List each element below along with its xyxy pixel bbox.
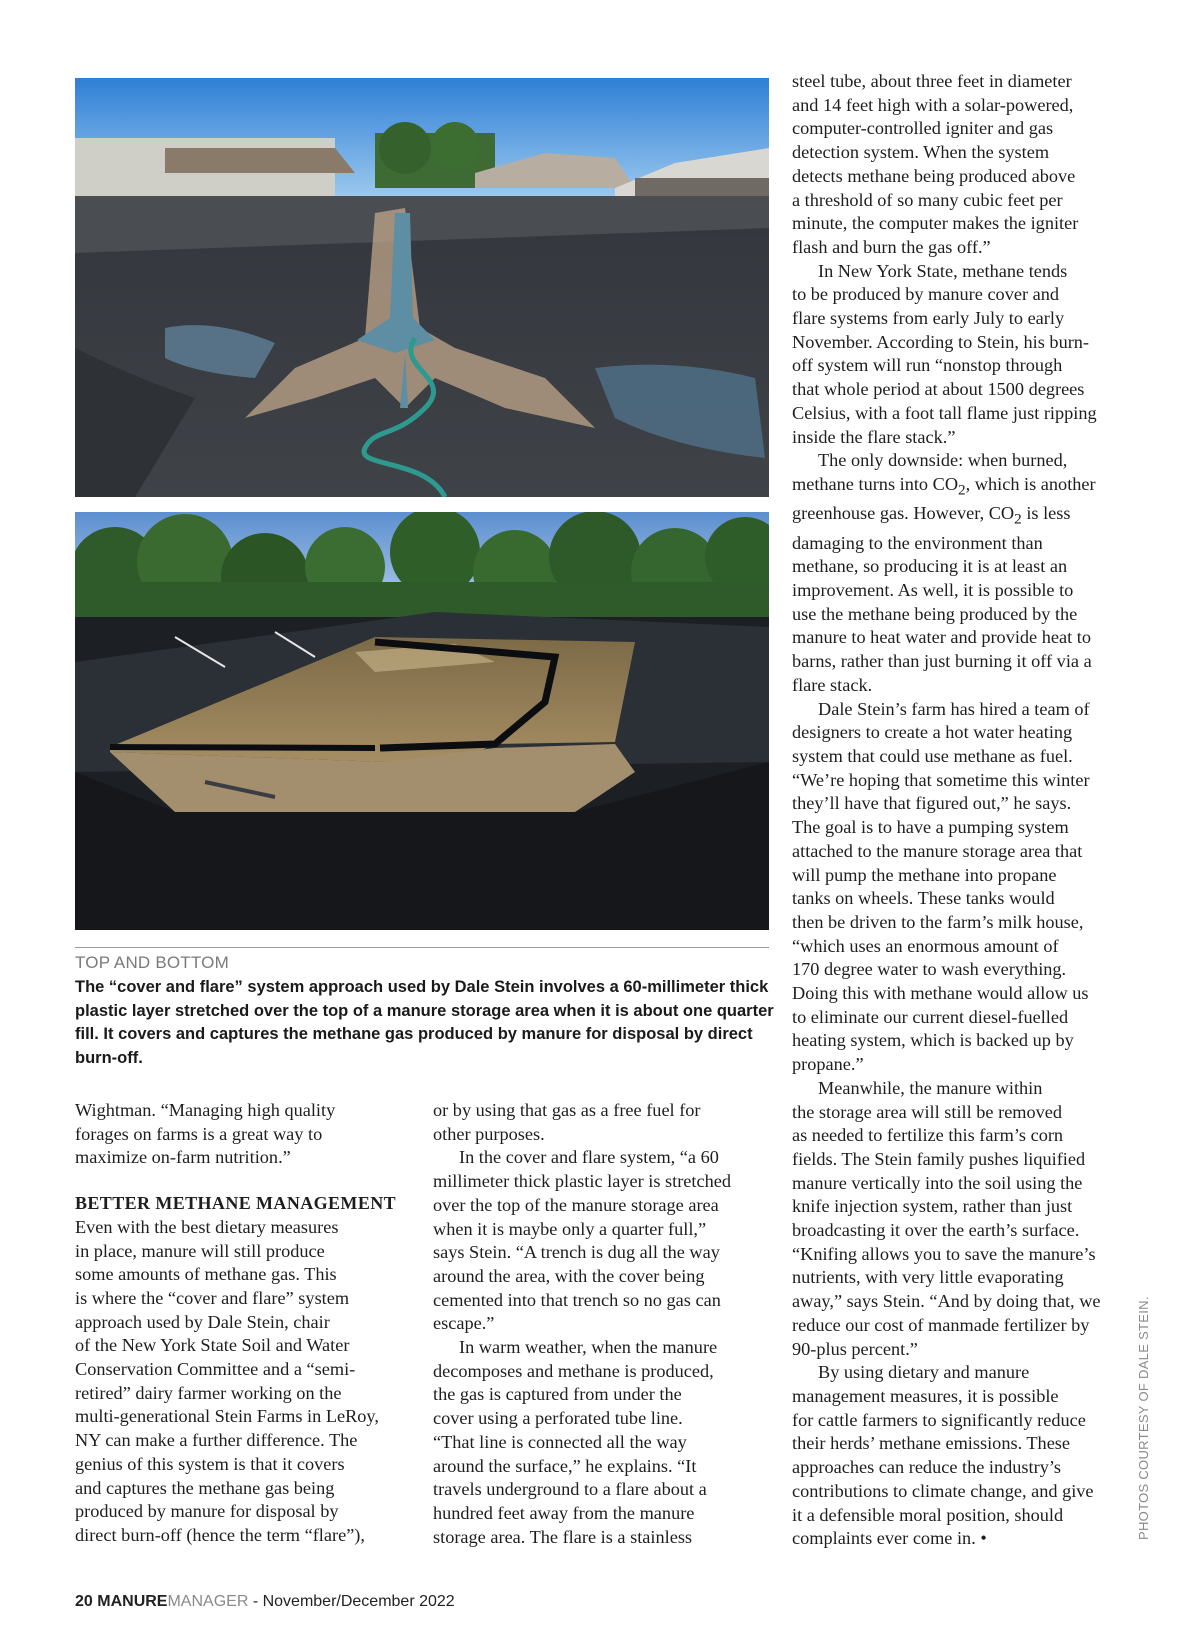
section-subhead: BETTER METHANE MANAGEMENT	[75, 1193, 397, 1214]
text-line: or by using that gas as a free fuel for	[433, 1100, 701, 1120]
text-line: produced by manure for disposal by	[75, 1501, 339, 1522]
caption-kicker: TOP AND BOTTOM	[75, 953, 229, 972]
column-middle	[433, 1099, 773, 1549]
top-photo	[75, 78, 769, 497]
magazine-name-light: MANAGER	[167, 1593, 249, 1610]
text-line: Conservation Committee and a “semi-	[75, 1359, 356, 1380]
text-line: some amounts of methane gas. This	[75, 1264, 337, 1285]
text-line: approach used by Dale Stein, chair	[75, 1311, 330, 1332]
paragraph	[792, 70, 1130, 260]
text-line: escape.”	[433, 1313, 495, 1334]
text-line: as needed to fertilize this farm’s corn	[792, 1125, 1064, 1146]
text-line: manure vertically into the soil using the	[792, 1172, 1083, 1193]
text-line: millimeter thick plastic layer is stretched	[433, 1171, 731, 1192]
text-line: The goal is to have a pumping system	[792, 817, 1069, 838]
text-line: says Stein. “A trench is dug all the way	[433, 1242, 720, 1263]
issue-date: - November/December 2022	[252, 1593, 455, 1610]
text-line: use the methane being produced by the	[792, 603, 1078, 624]
text-line: and 14 feet high with a solar-powered,	[792, 94, 1074, 115]
text-line: travels underground to a flare about a	[433, 1479, 707, 1500]
text-line: The only downside: when burned,	[818, 450, 1068, 471]
text-line: is where the “cover and flare” system	[75, 1287, 350, 1308]
text-line: flash and burn the gas off.”	[792, 236, 991, 257]
column-right	[792, 70, 1130, 1551]
text-line: minute, the computer makes the igniter	[792, 213, 1079, 234]
text-line: other purposes.	[433, 1123, 545, 1144]
text-line: will pump the methane into propane	[792, 864, 1057, 885]
text-line: retired” dairy farmer working on the	[75, 1382, 342, 1403]
text-line: flare stack.	[792, 674, 873, 695]
text-line: maximize on-farm nutrition.”	[75, 1147, 291, 1168]
paragraph	[433, 1099, 773, 1146]
text-line: NY can make a further difference. The	[75, 1430, 358, 1451]
text-line: In warm weather, when the manure	[459, 1337, 718, 1358]
text-line: that whole period at about 1500 degrees	[792, 379, 1085, 400]
text-line: broadcasting it over the earth’s surface.	[792, 1220, 1080, 1241]
bottom-photo	[75, 512, 769, 930]
paragraph	[792, 698, 1130, 1077]
text-line: detection system. When the system	[792, 142, 1050, 163]
text-line: around the area, with the cover being	[433, 1265, 705, 1286]
paragraph	[433, 1146, 773, 1336]
text-line: attached to the manure storage area that	[792, 840, 1083, 861]
paragraph	[75, 1216, 415, 1548]
text-line: cemented into that trench so no gas can	[433, 1289, 721, 1310]
text-line: propane.”	[792, 1054, 864, 1075]
text-line: and captures the methane gas being	[75, 1477, 335, 1498]
page-footer	[75, 1593, 455, 1611]
text-line: manure to heat water and provide heat to	[792, 627, 1091, 648]
text-line: “That line is connected all the way	[433, 1431, 687, 1452]
page-number: 20	[75, 1593, 93, 1610]
text-line: computer-controlled igniter and gas	[792, 118, 1054, 139]
text-line: barns, rather than just burning it off via a	[792, 651, 1092, 672]
subscript: 2	[958, 481, 966, 499]
text-line: steel tube, about three feet in diameter	[792, 71, 1072, 91]
text-line: greenhouse gas. However, $CO_2$ is less	[792, 503, 1071, 528]
text-line: contributions to climate change, and give	[792, 1480, 1094, 1501]
text-line: “Knifing allows you to save the manure’s	[792, 1243, 1096, 1264]
text-line: heating system, which is backed up by	[792, 1030, 1074, 1051]
open-lagoon-illustration	[75, 512, 769, 930]
text-line: methane turns into $CO_2$, which is another	[792, 473, 1096, 499]
text-line: the gas is captured from under the	[433, 1384, 682, 1405]
text-line: fields. The Stein family pushes liquified	[792, 1148, 1086, 1169]
text-line: direct burn-off (hence the term “flare”),	[75, 1524, 365, 1545]
text-line: damaging to the environment than	[792, 532, 1043, 553]
paragraph	[75, 1099, 415, 1170]
text-line: to be produced by manure cover and	[792, 284, 1060, 305]
text-line: for cattle farmers to significantly reduce	[792, 1409, 1086, 1430]
text-line: hundred feet away from the manure	[433, 1502, 695, 1523]
text-line: “We’re hoping that sometime this winter	[792, 769, 1090, 790]
photo-caption: The “cover and flare” system approach used by Dale Stein involves a 60-millimeter thick plastic layer stretched over the top of a manure storage area when it is about one quarter fill. It covers and captures the methane gas produced by manure for disposal by direct burn-off.	[75, 978, 774, 1067]
text-line: In New York State, methane tends	[818, 260, 1068, 281]
column-left	[75, 1099, 415, 1548]
text-line: In the cover and flare system, “a 60	[459, 1147, 719, 1168]
paragraph	[792, 449, 1130, 697]
subscript: 2	[1014, 510, 1022, 528]
text-line: designers to create a hot water heating	[792, 722, 1073, 743]
paragraph	[792, 1077, 1130, 1361]
text-line: Even with the best dietary measures	[75, 1216, 339, 1237]
text-line: improvement. As well, it is possible to	[792, 580, 1074, 601]
text-line: 90-plus percent.”	[792, 1338, 918, 1359]
text-line: knife injection system, rather than just	[792, 1196, 1073, 1217]
text-line: inside the flare stack.”	[792, 426, 956, 447]
text-line: cover using a perforated tube line.	[433, 1408, 683, 1429]
text-line: nutrients, with very little evaporating	[792, 1267, 1064, 1288]
text-line: Celsius, with a foot tall flame just ripping	[792, 402, 1097, 423]
text-line: in place, manure will still produce	[75, 1240, 325, 1261]
text-line: tanks on wheels. These tanks would	[792, 888, 1055, 909]
text-line: over the top of the manure storage area	[433, 1194, 719, 1215]
text-line: approaches can reduce the industry’s	[792, 1457, 1062, 1478]
text-line: Wightman. “Managing high quality	[75, 1100, 336, 1120]
text-line: around the surface,” he explains. “It	[433, 1455, 697, 1476]
text-line: then be driven to the farm’s milk house,	[792, 911, 1084, 932]
text-line: Doing this with methane would allow us	[792, 983, 1089, 1004]
text-line: away,” says Stein. “And by doing that, we	[792, 1291, 1101, 1312]
text-line: management measures, it is possible	[792, 1385, 1059, 1406]
paragraph	[792, 260, 1130, 450]
text-line: methane, so producing it is at least an	[792, 556, 1068, 577]
cover-lagoon-illustration	[75, 78, 769, 497]
caption-divider	[75, 947, 769, 948]
paragraph	[433, 1336, 773, 1549]
paragraph	[792, 1361, 1130, 1551]
text-line: Meanwhile, the manure within	[818, 1077, 1043, 1098]
photo-credit: PHOTOS COURTESY OF DALE STEIN.	[1136, 1296, 1151, 1540]
text-line: to eliminate our current diesel-fuelled	[792, 1006, 1069, 1027]
text-line: when it is maybe only a quarter full,”	[433, 1218, 707, 1239]
text-line: the storage area will still be removed	[792, 1101, 1063, 1122]
text-line: off system will run “nonstop through	[792, 355, 1063, 376]
text-line: flare systems from early July to early	[792, 308, 1065, 329]
text-line: a threshold of so many cubic feet per	[792, 189, 1063, 210]
text-line: system that could use methane as fuel.	[792, 746, 1073, 766]
text-line: forages on farms is a great way to	[75, 1123, 323, 1144]
text-line: Dale Stein’s farm has hired a team of	[818, 698, 1090, 719]
text-line: multi-generational Stein Farms in LeRoy,	[75, 1406, 379, 1427]
text-line: genius of this system is that it covers	[75, 1453, 345, 1474]
text-line: November. According to Stein, his burn-	[792, 331, 1090, 352]
text-line: “which uses an enormous amount of	[792, 935, 1059, 956]
magazine-name-bold: MANURE	[97, 1593, 168, 1610]
text-line: By using dietary and manure	[818, 1362, 1030, 1383]
text-line: storage area. The flare is a stainless	[433, 1526, 693, 1547]
text-line: of the New York State Soil and Water	[75, 1335, 350, 1356]
text-line: reduce our cost of manmade fertilizer by	[792, 1314, 1090, 1335]
text-line: 170 degree water to wash everything.	[792, 959, 1067, 980]
text-line: decomposes and methane is produced,	[433, 1360, 714, 1381]
text-line: it a defensible moral position, should	[792, 1504, 1064, 1525]
text-line: their herds’ methane emissions. These	[792, 1433, 1071, 1454]
text-line: complaints ever come in. •	[792, 1528, 987, 1549]
text-line: they’ll have that figured out,” he says.	[792, 793, 1072, 814]
text-line: detects methane being produced above	[792, 165, 1076, 186]
